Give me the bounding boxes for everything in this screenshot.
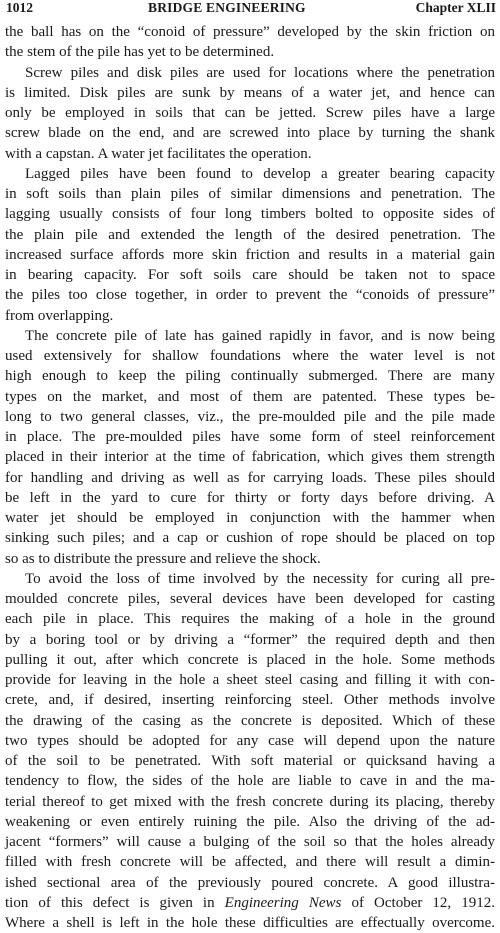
text-line: in bearing capacity. For soft soils care should be taken not to space (5, 267, 495, 283)
chapter-label: Chapter XLII (415, 0, 496, 15)
text-line: only be employed in soils that can be jetted. Screw piles have a large (5, 105, 495, 121)
text-line: the drawing of the casing as the concrete is deposited. Which of these (5, 712, 495, 729)
text-line: by a boring tool or by driving a “former” the required depth and then (5, 631, 495, 648)
text-line: is limited. Disk piles are sunk by means of a water jet, and hence can (5, 84, 495, 101)
text-fragment: of October 12, 1912. (341, 894, 495, 911)
text-line: sinking such piles; and a cap or cushion of rope should be placed on top (5, 530, 495, 547)
text-line: in soft soils than plain piles of similar dimensions and penetration. The (5, 186, 495, 202)
text-line: jacent “formers” will cause a bulging of the soil so that the holes already (5, 834, 495, 850)
page-number: 1012 (6, 0, 33, 15)
text-line: Where a shell is left in the hole these difficulties are effectually overcome. (5, 915, 495, 931)
text-line: screw blade on the end, and are screwed into place by turning the shank (5, 125, 495, 142)
text-line: pulling it out, after which concrete is placed in the hole. Some methods (5, 651, 495, 668)
text-fragment: tion of this defect is given in (5, 894, 225, 911)
running-header (6, 0, 496, 18)
text-line: water jet should be employed in conjunction with the hammer when (5, 510, 495, 526)
text-line: the ball has on the “conoid of pressure” developed by the skin friction on (5, 24, 495, 40)
text-line: moulded concrete piles, several devices have been developed for casting (5, 591, 495, 607)
text-line-with-citation (5, 893, 495, 913)
text-line: two types should be adopted for any case will depend upon the nature (5, 732, 495, 749)
text-line: so as to distribute the pressure and relieve the shock. (5, 550, 321, 567)
text-line: each pile in place. This requires the making of a hole in the ground (5, 611, 495, 628)
text-line: of the soil to be penetrated. With soft material or quicksand having a (5, 753, 495, 769)
text-line: Screw piles and disk piles are used for locations where the penetration (25, 64, 495, 81)
running-title: BRIDGE ENGINEERING (148, 0, 306, 15)
text-line: in place. The pre-moulded piles have some form of steel reinforcement (5, 429, 495, 445)
text-line: increased surface affords more skin friction and results in a material gain (5, 246, 495, 263)
text-line: high enough to keep the piling continually submerged. There are many (5, 368, 495, 385)
text-line: weakening or even entirely ruining the pile. Also the driving of the ad- (5, 813, 495, 830)
text-line: terial thereof to get mixed with the fresh concrete during its placing, thereby (5, 793, 495, 810)
text-line: with a capstan. A water jet facilitates the operation. (5, 145, 312, 162)
text-line: filled with fresh concrete will be affected, and there will result a dimin- (5, 854, 495, 871)
text-line: lagging usually consists of four long timbers bolted to opposite sides of (5, 206, 495, 223)
text-line: used extensively for shallow foundations where the water level is not (5, 348, 495, 364)
text-line: provide for leaving in the hole a sheet steel casing and filling it with con- (5, 672, 495, 688)
text-line: crete, and, if desired, inserting reinforcing steel. Other methods involve (5, 692, 495, 709)
text-line: types on the market, and most of them are patented. These types be- (5, 388, 495, 405)
text-line: To avoid the loss of time involved by the necessity for curing all pre- (25, 570, 495, 587)
text-line: the piles too close together, in order to prevent the “conoids of pressure” (5, 287, 495, 304)
text-line: the plain pile and extended the length of the desired penetration. The (5, 226, 495, 243)
text-line: long to two general classes, viz., the pre-moulded pile and the pile made (5, 408, 495, 425)
journal-title: Engineering News (224, 894, 342, 911)
body-text (5, 22, 495, 933)
text-line: for handling and driving as well as for carrying loads. These piles should (5, 469, 495, 486)
text-line: ished sectional area of the previously poured concrete. A good illustra- (5, 874, 495, 891)
text-line: The concrete pile of late has gained rapidly in favor, and is now being (25, 327, 495, 344)
text-line: Lagged piles have been found to develop a greater bearing capacity (25, 165, 495, 182)
text-line: from overlapping. (5, 307, 114, 324)
text-line: tendency to flow, the sides of the hole are liable to cave in and the ma- (5, 773, 495, 790)
text-line: be left in the yard to cure for thirty or forty days before driving. A (5, 489, 495, 506)
text-line: placed in their interior at the time of fabrication, which gives them strength (5, 449, 495, 466)
text-line: the stem of the pile has yet to be determined. (5, 44, 275, 61)
